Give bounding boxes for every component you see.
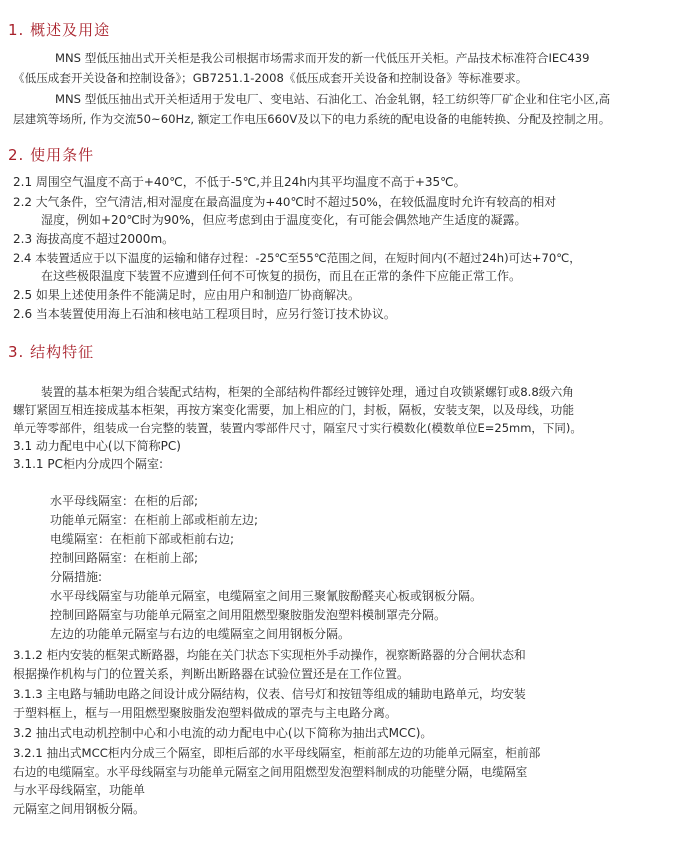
- s3-line-14: 3.1.2 柜内安装的框架式断路器，均能在关门状态下实现柜外手动操作，视察断路器的分合闸状态和: [13, 648, 526, 662]
- s3-line-18: 3.2 抽出式电动机控制中心和小电流的动力配电中心(以下简称为抽出式MCC)。: [13, 726, 433, 740]
- s3-line-3: 单元等零部件，组装成一台完整的装置，装置内零部件尺寸，隔室尺寸实行模数化(模数单位E=25mm，下同)。: [13, 421, 582, 435]
- s3-line-21: 与水平母线隔室，功能单: [13, 783, 146, 797]
- s2-line-8: 2.6 当本装置使用海上石油和核电站工程项目时，应另行签订技术协议。: [13, 307, 396, 321]
- s3-line-5: 3.1.1 PC柜内分成四个隔室:: [13, 457, 164, 471]
- s1-line-3: MNS 型低压抽出式开关柜适用于发电厂、变电站、石油化工、冶金轧钢，轻工纺织等厂矿企业和住宅小区,高: [55, 92, 611, 106]
- s3-line-20: 右边的电缆隔室。水平母线隔室与功能单元隔室之间用阻燃型发泡塑料制成的功能壁分隔，电缆隔室: [13, 765, 528, 779]
- section-1-heading: 1. 概述及用途: [8, 21, 111, 39]
- s3-line-19: 3.2.1 抽出式MCC柜内分成三个隔室，即柜后部的水平母线隔室，柜前部左边的功能单元隔室，柜前部: [13, 746, 541, 760]
- s1-line-1: MNS 型低压抽出式开关柜是我公司根据市场需求而开发的新一代低压开关柜。产品技术标准符合IEC439: [55, 51, 590, 65]
- s2-line-5: 2.4 本装置适应于以下温度的运输和储存过程：-25℃至55℃范围之间，在短时间内(不超过24h)可达+70℃，: [13, 251, 581, 265]
- s3-line-8: 电缆隔室：在柜前下部或柜前右边;: [50, 532, 235, 546]
- s3-line-6: 水平母线隔室：在柜的后部;: [50, 494, 199, 508]
- s3-line-16: 3.1.3 主电路与辅助电路之间设计成分隔结构，仪表、信号灯和按钮等组成的辅助电路单元，均安装: [13, 687, 526, 701]
- section-3-heading: 3. 结构特征: [8, 343, 95, 361]
- s2-line-3: 湿度，例如+20℃时为90%，但应考虑到由于温度变化，有可能会偶然地产生适度的凝露。: [41, 213, 527, 227]
- s2-line-1: 2.1 周围空气温度不高于+40℃，不低于-5℃,并且24h内其平均温度不高于+35℃。: [13, 175, 466, 189]
- s3-line-1: 装置的基本柜架为组合装配式结构，柜架的全部结构件都经过镀锌处理，通过自攻锁紧螺钉或8.8级六角: [41, 385, 574, 399]
- s1-line-2: 《低压成套开关设备和控制设备》；GB7251.1-2008《低压成套开关设备和控制设备》等标准要求。: [13, 71, 528, 85]
- s1-line-4: 层建筑等场所, 作为交流50~60Hz, 额定工作电压660V及以下的电力系统的配电设备的电能转换、分配及控制之用。: [13, 112, 611, 126]
- s2-line-4: 2.3 海拔高度不超过2000m。: [13, 232, 175, 246]
- s3-line-17: 于塑料框上，框与一用阻燃型聚胺脂发泡塑料做成的罩壳与主电路分离。: [13, 706, 398, 720]
- s3-line-2: 螺钉紧固互相连接成基本柜架，再按方案变化需要，加上相应的门，封板，隔板，安装支架，以及母线，功能: [13, 403, 575, 417]
- s3-line-15: 根据操作机构与门的位置关系，判断出断路器在试验位置还是在工作位置。: [13, 667, 410, 681]
- s2-line-7: 2.5 如果上述使用条件不能满足时，应由用户和制造厂协商解决。: [13, 288, 360, 302]
- s3-line-4: 3.1 动力配电中心(以下简称PC): [13, 439, 181, 453]
- s3-line-11: 水平母线隔室与功能单元隔室，电缆隔室之间用三聚氰胺酚醛夹心板或钢板分隔。: [50, 589, 483, 603]
- s2-line-2: 2.2 大气条件，空气清洁,相对湿度在最高温度为+40℃时不超过50%，在较低温度时允许有较高的相对: [13, 195, 557, 209]
- s3-line-13: 左边的功能单元隔室与右边的电缆隔室之间用钢板分隔。: [50, 627, 351, 641]
- s3-line-10: 分隔措施:: [50, 570, 103, 584]
- s3-line-12: 控制回路隔室与功能单元隔室之间用阻燃型聚胺脂发泡塑料模制罩壳分隔。: [50, 608, 447, 622]
- section-2-heading: 2. 使用条件: [8, 146, 95, 164]
- s3-line-22: 元隔室之间用钢板分隔。: [13, 802, 146, 816]
- s3-line-7: 功能单元隔室：在柜前上部或柜前左边;: [50, 513, 259, 527]
- s2-line-6: 在这些极限温度下装置不应遭到任何不可恢复的损伤，而且在正常的条件下应能正常工作。: [41, 269, 522, 283]
- s3-line-9: 控制回路隔室：在柜前上部;: [50, 551, 199, 565]
